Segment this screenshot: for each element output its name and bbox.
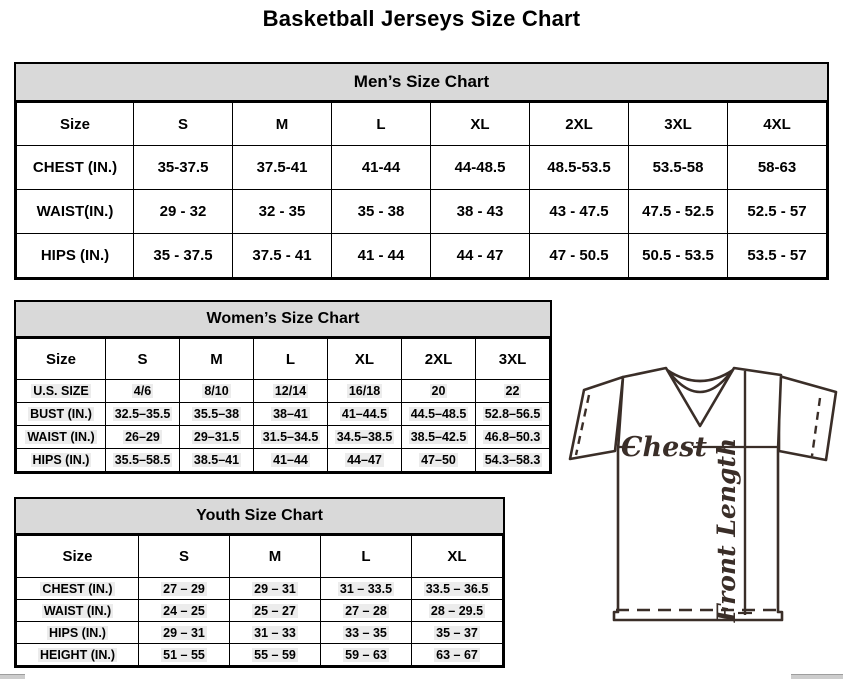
- cell: 4/6: [106, 380, 180, 403]
- cell: 8/10: [180, 380, 254, 403]
- cell: 53.5-58: [629, 146, 728, 190]
- row-label: HIPS (IN.): [17, 234, 134, 278]
- column-header: L: [332, 103, 431, 146]
- cell: 48.5-53.5: [530, 146, 629, 190]
- cell: 35 - 38: [332, 190, 431, 234]
- cell: 51 – 55: [139, 644, 230, 666]
- cell: 32 - 35: [233, 190, 332, 234]
- womens-hips-row: [17, 449, 550, 472]
- cell: 35.5–38: [180, 403, 254, 426]
- column-header: S: [139, 536, 230, 578]
- youth-chest-row: [17, 578, 503, 600]
- column-header: 3XL: [476, 339, 550, 380]
- cell: 41 - 44: [332, 234, 431, 278]
- mens-size-table: [16, 102, 827, 278]
- cell: 38–41: [254, 403, 328, 426]
- cell: 38 - 43: [431, 190, 530, 234]
- cell: 54.3–58.3: [476, 449, 550, 472]
- cell: 29 – 31: [139, 622, 230, 644]
- youth-header-row: [17, 536, 503, 578]
- page-title: Basketball Jerseys Size Chart: [262, 6, 581, 31]
- cell: 44-48.5: [431, 146, 530, 190]
- cell: 24 – 25: [139, 600, 230, 622]
- cell: 35-37.5: [134, 146, 233, 190]
- row-label: HEIGHT (IN.): [17, 644, 139, 666]
- column-header: Size: [17, 536, 139, 578]
- row-label: CHEST (IN.): [17, 578, 139, 600]
- cell: 38.5–42.5: [402, 426, 476, 449]
- cell: 16/18: [328, 380, 402, 403]
- youth-height-row: [17, 644, 503, 666]
- cell: 47 - 50.5: [530, 234, 629, 278]
- row-label: HIPS (IN.): [17, 622, 139, 644]
- cell: 47.5 - 52.5: [629, 190, 728, 234]
- youth-size-chart-section: [14, 497, 505, 668]
- cell: 35.5–58.5: [106, 449, 180, 472]
- cell: 34.5–38.5: [328, 426, 402, 449]
- row-label: U.S. SIZE: [17, 380, 106, 403]
- cell: 59 – 63: [321, 644, 412, 666]
- cell: 52.5 - 57: [728, 190, 827, 234]
- row-label: BUST (IN.): [17, 403, 106, 426]
- cell: 44 - 47: [431, 234, 530, 278]
- cell: 31 – 33.5: [321, 578, 412, 600]
- cell: 55 – 59: [230, 644, 321, 666]
- cell: 44.5–48.5: [402, 403, 476, 426]
- womens-size-table: [16, 338, 550, 472]
- youth-hips-row: [17, 622, 503, 644]
- cell: 41–44.5: [328, 403, 402, 426]
- womens-bust-row: [17, 403, 550, 426]
- cell: 31.5–34.5: [254, 426, 328, 449]
- column-header: L: [321, 536, 412, 578]
- column-header: M: [233, 103, 332, 146]
- cell: 44–47: [328, 449, 402, 472]
- womens-ussize-row: [17, 380, 550, 403]
- cell: 58-63: [728, 146, 827, 190]
- womens-chart-title: Women’s Size Chart: [16, 302, 550, 338]
- youth-waist-row: [17, 600, 503, 622]
- column-header: S: [106, 339, 180, 380]
- row-label: WAIST(IN.): [17, 190, 134, 234]
- cell: 25 – 27: [230, 600, 321, 622]
- jersey-right-sleeve: [779, 376, 836, 460]
- cell: 31 – 33: [230, 622, 321, 644]
- horizontal-scrollbar-right[interactable]: [791, 674, 843, 679]
- column-header: 2XL: [530, 103, 629, 146]
- column-header: 4XL: [728, 103, 827, 146]
- jersey-body: [614, 368, 782, 620]
- horizontal-scrollbar-left[interactable]: [0, 674, 25, 679]
- row-label: WAIST (IN.): [17, 426, 106, 449]
- cell: 35 – 37: [412, 622, 503, 644]
- mens-chart-title: Men’s Size Chart: [16, 64, 827, 102]
- cell: 26–29: [106, 426, 180, 449]
- row-label: CHEST (IN.): [17, 146, 134, 190]
- column-header: S: [134, 103, 233, 146]
- cell: 43 - 47.5: [530, 190, 629, 234]
- cell: 29 - 32: [134, 190, 233, 234]
- cell: 32.5–35.5: [106, 403, 180, 426]
- cell: 20: [402, 380, 476, 403]
- mens-size-chart-section: [14, 62, 829, 280]
- column-header: 3XL: [629, 103, 728, 146]
- row-label: HIPS (IN.): [17, 449, 106, 472]
- column-header: XL: [412, 536, 503, 578]
- womens-waist-row: [17, 426, 550, 449]
- cell: 29–31.5: [180, 426, 254, 449]
- cell: 52.8–56.5: [476, 403, 550, 426]
- column-header: L: [254, 339, 328, 380]
- column-header: Size: [17, 339, 106, 380]
- chest-label: Chest: [621, 432, 707, 463]
- cell: 29 – 31: [230, 578, 321, 600]
- cell: 33 – 35: [321, 622, 412, 644]
- cell: 22: [476, 380, 550, 403]
- cell: 28 – 29.5: [412, 600, 503, 622]
- cell: 41-44: [332, 146, 431, 190]
- column-header: M: [230, 536, 321, 578]
- mens-hips-row: [17, 234, 827, 278]
- cell: 37.5 - 41: [233, 234, 332, 278]
- cell: 33.5 – 36.5: [412, 578, 503, 600]
- youth-chart-title: Youth Size Chart: [16, 499, 503, 535]
- cell: 37.5-41: [233, 146, 332, 190]
- cell: 35 - 37.5: [134, 234, 233, 278]
- cell: 12/14: [254, 380, 328, 403]
- cell: 38.5–41: [180, 449, 254, 472]
- jersey-left-sleeve: [570, 377, 623, 459]
- cell: 50.5 - 53.5: [629, 234, 728, 278]
- cell: 27 – 29: [139, 578, 230, 600]
- column-header: XL: [328, 339, 402, 380]
- cell: 63 – 67: [412, 644, 503, 666]
- cell: 46.8–50.3: [476, 426, 550, 449]
- column-header: Size: [17, 103, 134, 146]
- youth-size-table: [16, 535, 503, 666]
- cell: 27 – 28: [321, 600, 412, 622]
- mens-header-row: [17, 103, 827, 146]
- mens-waist-row: [17, 190, 827, 234]
- cell: 47–50: [402, 449, 476, 472]
- jersey-measurement-diagram: [563, 362, 843, 624]
- column-header: XL: [431, 103, 530, 146]
- cell: 53.5 - 57: [728, 234, 827, 278]
- column-header: M: [180, 339, 254, 380]
- cell: 41–44: [254, 449, 328, 472]
- mens-chest-row: [17, 146, 827, 190]
- column-header: 2XL: [402, 339, 476, 380]
- front-length-label: Front Length: [712, 437, 741, 623]
- womens-size-chart-section: [14, 300, 552, 474]
- row-label: WAIST (IN.): [17, 600, 139, 622]
- womens-header-row: [17, 339, 550, 380]
